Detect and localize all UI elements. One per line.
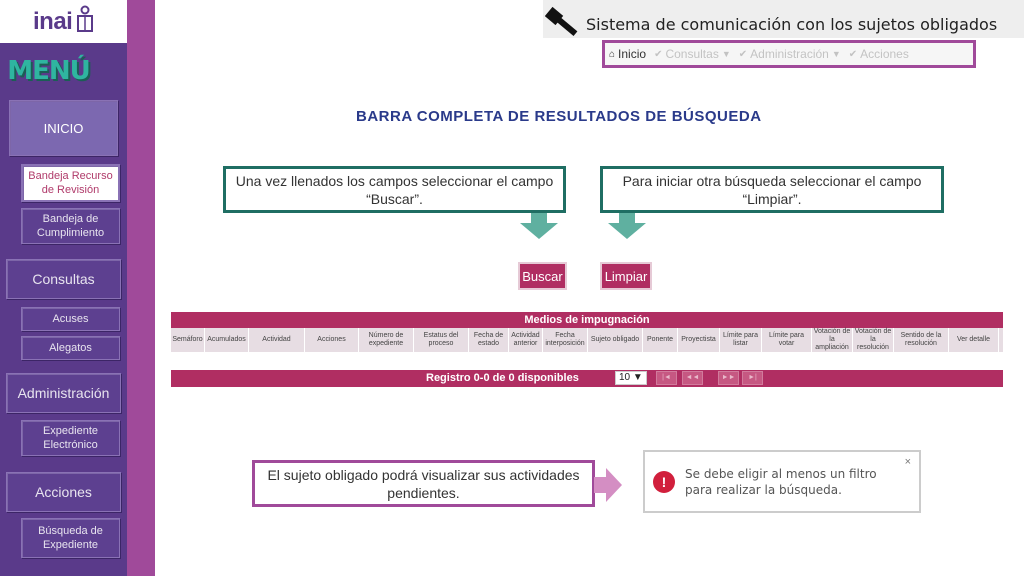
- logo-text: inai: [33, 8, 73, 35]
- table-column-header: Acciones: [305, 328, 359, 352]
- chevron-down-icon: ▼: [831, 49, 841, 59]
- nav-acciones-label: Acciones: [860, 47, 909, 61]
- first-page-button[interactable]: |◄: [656, 371, 677, 385]
- sidebar-item-inicio[interactable]: INICIO: [9, 100, 118, 156]
- next-page-button[interactable]: ►►: [718, 371, 739, 385]
- table-column-header: Votación de la ampliación: [812, 328, 853, 352]
- sidebar-item-acuses[interactable]: Acuses: [21, 307, 120, 331]
- error-icon: !: [653, 471, 675, 493]
- sidebar-item-busqueda-expediente[interactable]: Búsqueda de Expediente: [21, 518, 120, 558]
- alert-box: [643, 450, 921, 513]
- nav-inicio-label: Inicio: [618, 47, 647, 61]
- nav-consultas-label: Consultas: [665, 47, 719, 61]
- sidebar-item-alegatos[interactable]: Alegatos: [21, 336, 120, 360]
- section-title: BARRA COMPLETA DE RESULTADOS DE BÚSQUEDA: [356, 108, 762, 125]
- table-column-header: Votación de la resolución: [853, 328, 894, 352]
- chevron-down-icon: ▼: [721, 49, 731, 59]
- check-icon: ✔: [848, 48, 858, 60]
- sidebar-item-bandeja-recurso[interactable]: Bandeja Recurso de Revisión: [21, 164, 120, 202]
- sidebar-item-acciones[interactable]: Acciones: [6, 472, 121, 512]
- close-icon[interactable]: ×: [904, 456, 911, 468]
- nav-inicio[interactable]: [605, 47, 650, 61]
- table-column-header: Actividad anterior: [509, 328, 543, 352]
- table-title: Medios de impugnación: [171, 312, 1003, 328]
- nav-administracion-label: Administración: [750, 47, 829, 61]
- table-column-header: Actividad: [249, 328, 305, 352]
- callout-pendientes: El sujeto obligado podrá visualizar sus actividades pendientes.: [252, 460, 595, 507]
- sidebar-item-administracion[interactable]: Administración: [6, 373, 121, 413]
- sidebar-item-expediente-electronico[interactable]: Expediente Electrónico: [21, 420, 120, 456]
- callout-buscar: Una vez llenados los campos seleccionar el campo “Buscar”.: [223, 166, 566, 213]
- header-title: Sistema de comunicación con los sujetos obligados: [586, 15, 998, 34]
- last-page-button[interactable]: ►|: [742, 371, 763, 385]
- prev-page-button[interactable]: ◄◄: [682, 371, 703, 385]
- menu-title: MENÚ: [7, 56, 90, 86]
- gavel-icon: [545, 2, 585, 38]
- table-column-header: Ponente: [643, 328, 678, 352]
- table-column-header: Acumulados: [205, 328, 249, 352]
- nav-administracion[interactable]: [735, 47, 845, 61]
- sidebar-strip: [127, 0, 155, 576]
- table-column-header: Sujeto obligado: [588, 328, 643, 352]
- page-size-select[interactable]: 10 ▼: [615, 371, 647, 385]
- table-column-header: Sentido de la resolución: [894, 328, 949, 352]
- table-column-header: Fecha interposición: [543, 328, 588, 352]
- table-column-header: Estatus del proceso: [414, 328, 469, 352]
- check-icon: ✔: [738, 48, 748, 60]
- pager-bar: [171, 370, 1003, 387]
- table-column-header: Límite para votar: [762, 328, 812, 352]
- arrow-down-icon: [520, 213, 558, 239]
- arrow-right-icon: [594, 468, 622, 502]
- logo: [0, 0, 127, 43]
- sidebar-item-bandeja-cumplimiento[interactable]: Bandeja de Cumplimiento: [21, 208, 120, 244]
- check-icon: ✔: [654, 48, 663, 60]
- sidebar-item-consultas[interactable]: Consultas: [6, 259, 121, 299]
- table-column-header: Número de expediente: [359, 328, 414, 352]
- limpiar-button[interactable]: Limpiar: [600, 262, 652, 290]
- arrow-down-icon: [608, 213, 646, 239]
- buscar-button[interactable]: Buscar: [518, 262, 567, 290]
- home-icon: ⌂: [609, 48, 616, 60]
- table-column-header: Fecha de estado: [469, 328, 509, 352]
- nav-consultas[interactable]: [650, 47, 735, 61]
- table-column-header: Ver detalle: [949, 328, 999, 352]
- table-column-header: Semáforo: [171, 328, 205, 352]
- table-column-header: Límite para listar: [720, 328, 762, 352]
- table-header-row: [171, 328, 1003, 352]
- table-column-header: Proyectista: [678, 328, 720, 352]
- callout-limpiar: Para iniciar otra búsqueda seleccionar el campo “Limpiar”.: [600, 166, 944, 213]
- pager-status: Registro 0-0 de 0 disponibles: [426, 372, 579, 384]
- nav-acciones[interactable]: [845, 47, 913, 61]
- top-navbar: [602, 40, 976, 68]
- alert-message: Se debe eligir al menos un filtro para realizar la búsqueda.: [685, 467, 877, 497]
- logo-book-icon: [76, 5, 94, 33]
